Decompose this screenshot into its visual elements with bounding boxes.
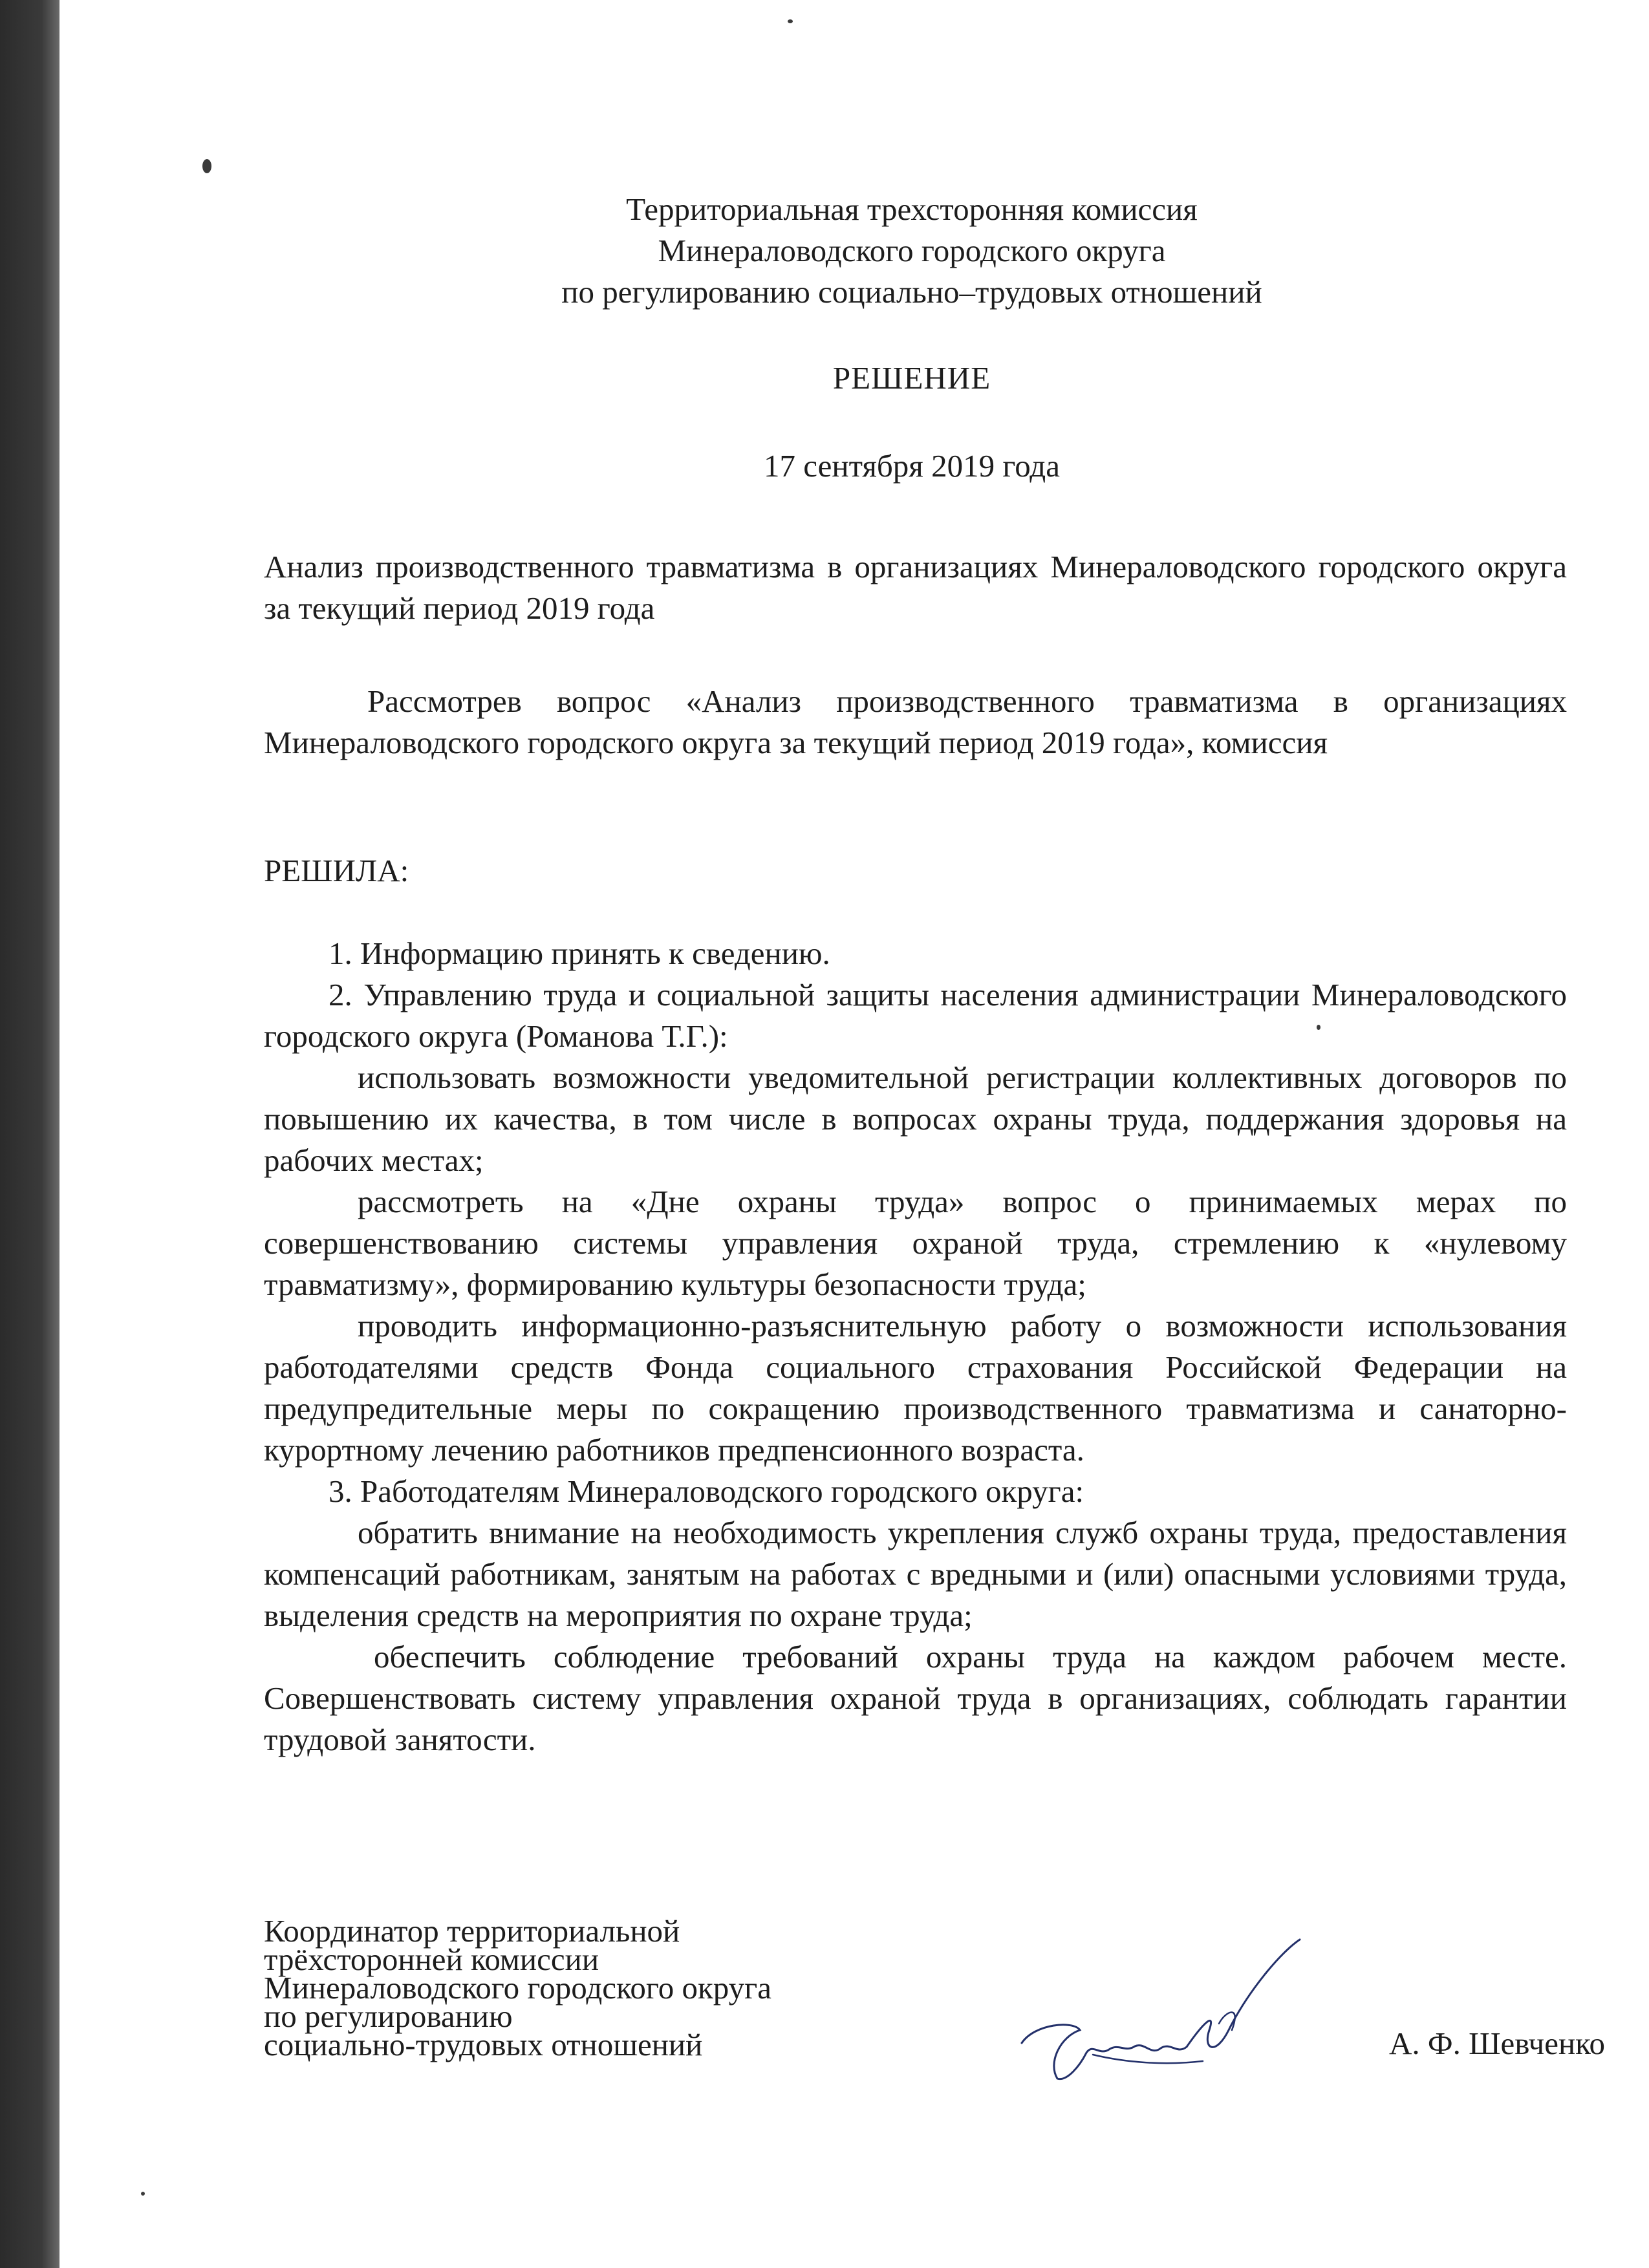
signatory-line-5: социально-трудовых отношений: [264, 2027, 703, 2062]
scan-speck: [141, 2192, 145, 2196]
signatory-line-4: по регулированию: [264, 1998, 513, 2034]
decision-item-2-b: рассмотреть на «Дне охраны труда» вопрос о принимаемых мерах по совершенствованию системы управления охраной труда, стремлению к «нулевому травматизму», формированию культуры безопасности труда;: [264, 1184, 1567, 1302]
signatory-line-1: Координатор территориальной: [264, 1913, 680, 1949]
scan-speck: [202, 159, 211, 173]
document-subject: [264, 546, 1567, 629]
decision-item-3-a: обратить внимание на необходимость укрепления служб охраны труда, предоставления компенсаций работникам, занятым на работах с вредными и (или) опасными условиями труда, выделения средств на мероприятия по охране труда;: [264, 1515, 1567, 1633]
document-title: РЕШЕНИЕ: [832, 360, 991, 396]
decision-item-3-b: обеспечить соблюдение требований охраны труда на каждом рабочем месте. Совершенствовать систему управления охраной труда в организациях, соблюдать гарантии трудовой занятости.: [264, 1639, 1567, 1757]
decision-item-1: 1. Информацию принять к сведению.: [329, 936, 830, 971]
decision-item-3: 3. Работодателям Минераловодского городского округа:: [329, 1473, 1084, 1509]
decision-item-2-a: использовать возможности уведомительной регистрации коллективных договоров по повышению их качества, в том числе в вопросах охраны труда, поддержания здоровья на рабочих местах;: [264, 1060, 1567, 1178]
handwritten-signature: [996, 1933, 1358, 2088]
decision-item-2-c: проводить информационно-разъяснительную работу о возможности использования работодателями средств Фонда социального страхования Российской Федерации на предупредительные меры по сокращению производственного травматизма и санаторно-курортному лечению работников предпенсионного возраста.: [264, 1308, 1567, 1468]
header-line-2: Минераловодского городского округа: [658, 233, 1166, 268]
preamble-block: [264, 681, 1567, 764]
signer-name: А. Ф. Шевченко: [1389, 2026, 1605, 2061]
preamble-text: Рассмотрев вопрос «Анализ производственного травматизма в организациях Минераловодского городского округа за текущий период 2019 года», комиссия: [264, 683, 1567, 760]
header-line-3: по регулированию социально–трудовых отношений: [561, 274, 1262, 310]
commission-header: [272, 189, 1552, 313]
signatory-title: [264, 1913, 772, 2062]
scan-speck: [788, 19, 793, 23]
scan-dark-edge: [0, 0, 59, 2268]
header-line-1: Территориальная трехсторонняя комиссия: [626, 191, 1198, 227]
signatory-line-2: трёхсторонней комиссии: [264, 1942, 599, 1977]
subject-text: Анализ производственного травматизма в организациях Минераловодского городского округа за текущий период 2019 года: [264, 549, 1567, 626]
decisions-list: [264, 933, 1567, 1760]
decision-item-2: 2. Управлению труда и социальной защиты населения администрации Минераловодского городского округа (Романова Т.Г.):: [264, 977, 1567, 1054]
document-date: 17 сентября 2019 года: [764, 448, 1060, 484]
signatory-line-3: Минераловодского городского округа: [264, 1970, 772, 2006]
resolved-label: РЕШИЛА:: [264, 853, 409, 888]
